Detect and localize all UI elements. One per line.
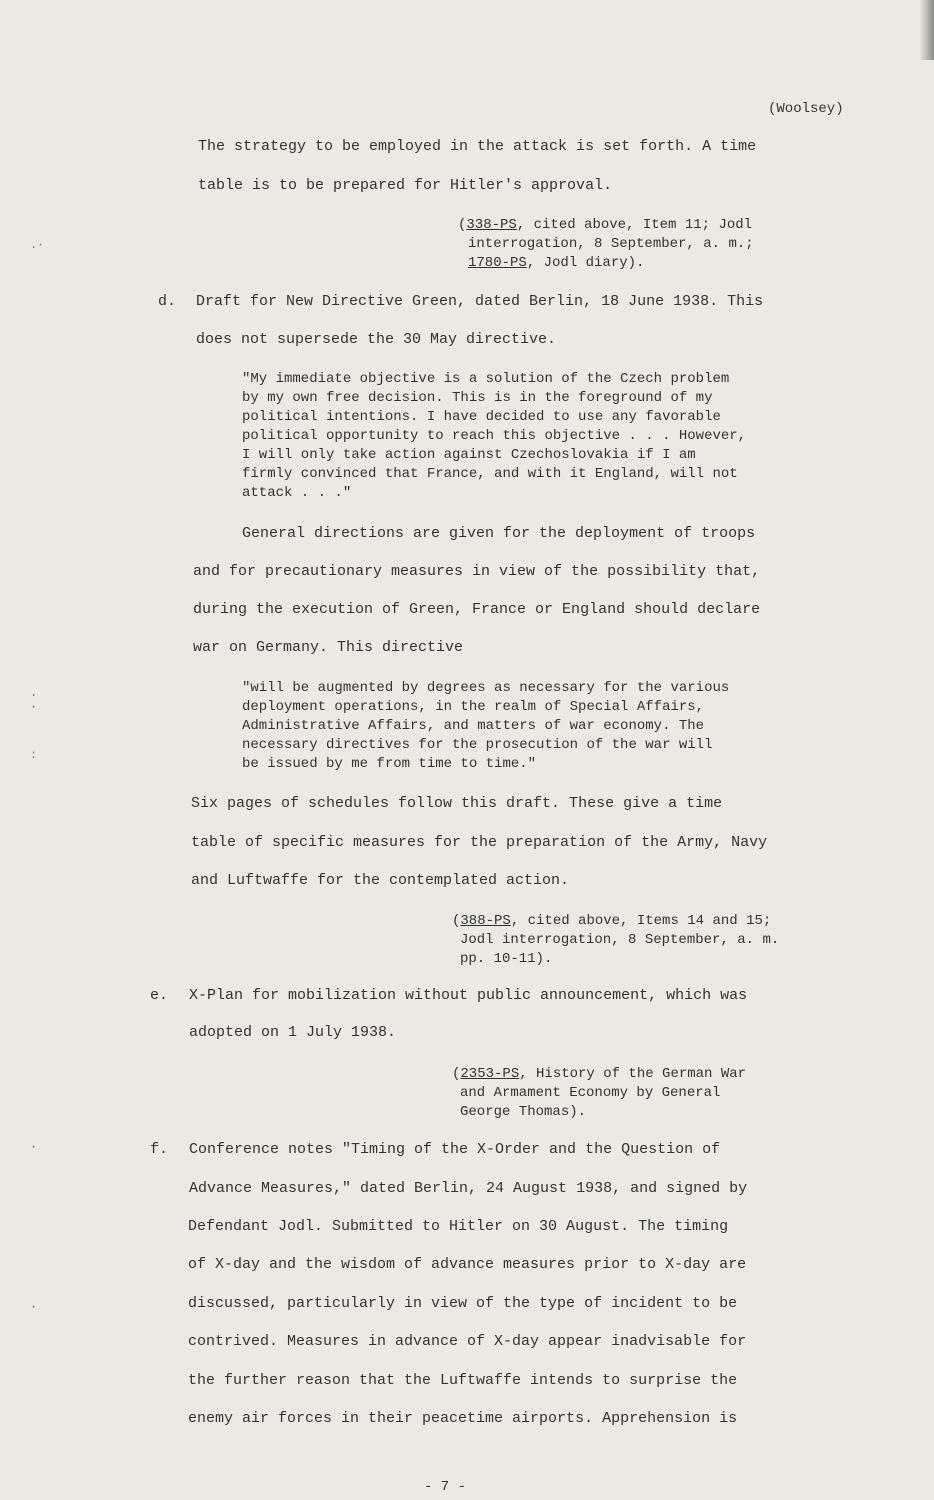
doc-ref-2353-ps: 2353-PS bbox=[460, 1066, 520, 1082]
item-d-para-line: war on Germany. This directive bbox=[193, 639, 464, 656]
author-header: (Woolsey) bbox=[768, 101, 844, 117]
doc-ref-388-ps: 388-PS bbox=[460, 913, 511, 929]
quote-1-line: "My immediate objective is a solution of the Czech problem bbox=[242, 371, 730, 387]
item-d-para2-line: Six pages of schedules follow this draft. These give a time bbox=[191, 795, 723, 812]
item-d-para-line: General directions are given for the deployment of troops bbox=[242, 525, 756, 542]
item-d-line-1: Draft for New Directive Green, dated Berlin, 18 June 1938. This bbox=[196, 293, 764, 310]
citation-3-line-3: George Thomas). bbox=[460, 1104, 587, 1120]
citation-2-line-2: Jodl interrogation, 8 September, a. m. bbox=[460, 932, 780, 948]
margin-speck: · bbox=[30, 1300, 38, 1314]
item-f-line: discussed, particularly in view of the type of incident to be bbox=[188, 1295, 738, 1312]
quote-1-line: political intentions. I have decided to use any favorable bbox=[242, 409, 721, 425]
margin-speck: · bbox=[37, 238, 45, 252]
quote-1-line: firmly convinced that France, and with it England, will not bbox=[242, 466, 738, 482]
item-f-line: enemy air forces in their peacetime airports. Apprehension is bbox=[188, 1410, 738, 1427]
page-edge-shadow bbox=[920, 0, 934, 60]
intro-line-1: The strategy to be employed in the attack is set forth. A time bbox=[198, 138, 757, 155]
quote-2-line: be issued by me from time to time." bbox=[242, 756, 537, 772]
quote-2-line: Administrative Affairs, and matters of war economy. The bbox=[242, 718, 705, 734]
quote-1-line: I will only take action against Czechoslovakia if I am bbox=[242, 447, 696, 463]
item-f-line: Conference notes "Timing of the X-Order and the Question of bbox=[189, 1141, 721, 1158]
margin-speck: : bbox=[30, 748, 38, 762]
item-d-marker: d. bbox=[158, 293, 177, 310]
margin-speck: . bbox=[30, 686, 38, 700]
doc-ref-1780-ps: 1780-PS bbox=[468, 255, 527, 271]
item-f-line: contrived. Measures in advance of X-day appear inadvisable for bbox=[188, 1333, 747, 1350]
item-d-para2-line: and Luftwaffe for the contemplated action. bbox=[191, 872, 570, 889]
quote-1-line: attack . . ." bbox=[242, 485, 352, 501]
quote-2-line: "will be augmented by degrees as necessary for the various bbox=[242, 680, 730, 696]
doc-ref-338-ps: 338-PS bbox=[466, 217, 517, 233]
citation-1-line-1: (338-PS, cited above, Item 11; Jodl bbox=[458, 217, 753, 233]
citation-1-line-2: interrogation, 8 September, a. m.; bbox=[468, 236, 754, 252]
item-d-line-2: does not supersede the 30 May directive. bbox=[196, 331, 557, 348]
quote-1-line: by my own free decision. This is in the foreground of my bbox=[242, 390, 713, 406]
item-f-line: the further reason that the Luftwaffe intends to surprise the bbox=[188, 1372, 738, 1389]
item-e-marker: e. bbox=[150, 987, 169, 1004]
item-f-line: Advance Measures," dated Berlin, 24 August 1938, and signed by bbox=[189, 1180, 748, 1197]
margin-speck: · bbox=[30, 700, 38, 714]
item-f-line: of X-day and the wisdom of advance measures prior to X-day are bbox=[188, 1256, 747, 1273]
item-f-marker: f. bbox=[150, 1141, 169, 1158]
quote-2-line: necessary directives for the prosecution of the war will bbox=[242, 737, 713, 753]
intro-line-2: table is to be prepared for Hitler's approval. bbox=[198, 177, 613, 194]
quote-2-line: deployment operations, in the realm of Special Affairs, bbox=[242, 699, 705, 715]
quote-1-line: political opportunity to reach this objective . . . However, bbox=[242, 428, 747, 444]
item-d-para-line: and for precautionary measures in view of the possibility that, bbox=[193, 563, 761, 580]
margin-speck: . bbox=[30, 238, 38, 252]
item-e-line-2: adopted on 1 July 1938. bbox=[189, 1024, 397, 1041]
page-number: - 7 - bbox=[424, 1479, 467, 1495]
item-d-para2-line: table of specific measures for the preparation of the Army, Navy bbox=[191, 834, 768, 851]
citation-1-line-3: 1780-PS, Jodl diary). bbox=[468, 255, 645, 271]
item-e-line-1: X-Plan for mobilization without public announcement, which was bbox=[189, 987, 748, 1004]
citation-3-line-2: and Armament Economy by General bbox=[460, 1085, 721, 1101]
citation-2-line-3: pp. 10-11). bbox=[460, 951, 553, 967]
item-d-para-line: during the execution of Green, France or England should declare bbox=[193, 601, 761, 618]
item-f-line: Defendant Jodl. Submitted to Hitler on 30 August. The timing bbox=[188, 1218, 729, 1235]
citation-2-line-1: (388-PS, cited above, Items 14 and 15; bbox=[452, 913, 772, 929]
margin-speck: · bbox=[30, 1140, 38, 1154]
citation-3-line-1: (2353-PS, History of the German War bbox=[452, 1066, 747, 1082]
